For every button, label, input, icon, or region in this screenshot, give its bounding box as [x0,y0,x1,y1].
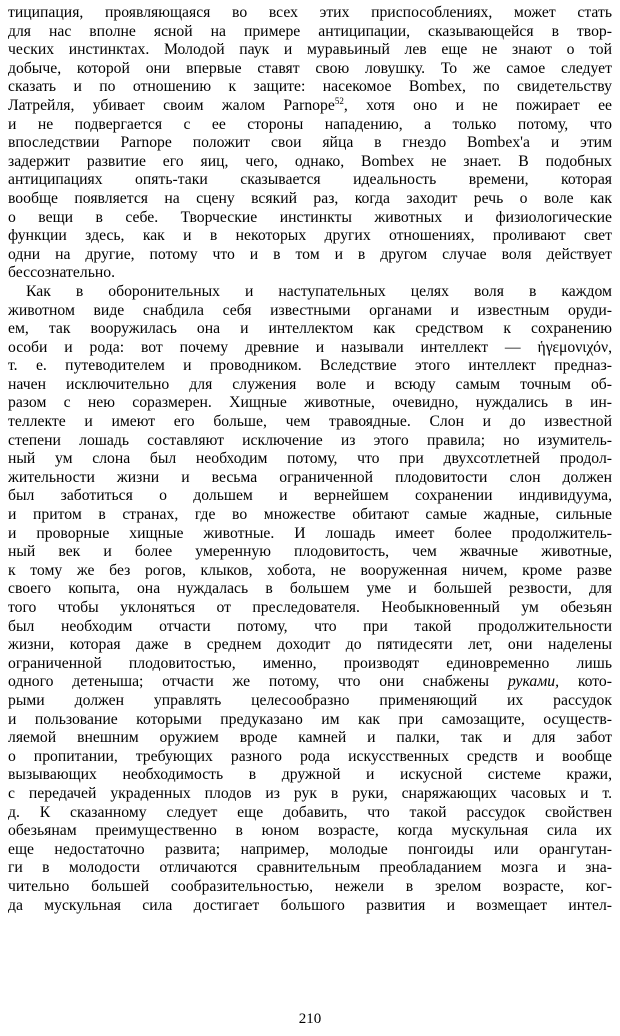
line-text: рыми должен управлять целесообразно применяющий их рассудок [8,691,612,709]
text-line [8,23,612,42]
text-line [8,264,612,283]
line-text: задержит развитие его яиц, чего, однако, Bombex не знает. В подобных [8,152,612,170]
text-line [8,599,612,618]
paragraph-1 [8,4,612,283]
line-text: степени лошадь составляют исключение из этого правила; но изумитель- [8,431,612,449]
line-text: разом с нею соразмерен. Хищные животные, очевидно, нуждались в ин- [8,394,612,412]
line-text: вызывающих необходимость в дружной и искусной системе кражи, [8,766,612,784]
text-line [8,859,612,878]
line-text: т. е. путеводителем и проводником. Вследствие этого интеллект предназ- [8,357,612,375]
text-line [8,692,612,711]
text-line [8,580,612,599]
text-line [8,339,612,358]
text-line [8,618,612,637]
line-text: о пропитании, требующих разного рода искусственных средств и вообще [8,747,612,765]
line-text: обезьянам преимущественно в юном возрасте, когда мускульная сила их [8,822,612,840]
text-line [8,487,612,506]
text-line [8,413,612,432]
line-text: жизни, которая даже в среднем доходит до пятидесяти лет, они наделены [8,636,612,654]
text-line [8,246,612,265]
text-line [8,469,612,488]
line-text: бессознательно. [8,264,116,282]
line-text: был необходим отчасти потому, что при такой продолжительности [8,617,612,635]
line-text: сказать и по отношению к защите: насекомое Bombex, по свидетельству [8,78,612,96]
text-line [8,822,612,841]
line-text: Латрейля, убивает своим жалом Parnope [8,96,335,114]
text-line [8,506,612,525]
line-text: одни на другие, потому что и в том и в другом случае воля действует [8,245,612,263]
line-text: впоследствии Parnope положит свои яйца в гнездо Bombex'а и этим [8,134,612,152]
line-text: и пользование которыми предуказано им как при самозащите, осуществ- [8,710,612,728]
line-text-tail: , хотя оно и не пожирает ее [343,96,612,114]
text-line [8,227,612,246]
text-line [8,153,612,172]
line-text: того чтобы уклоняться от преследователя. Необыкновенный ум обезьян [8,599,612,616]
line-text: о вещи в себе. Творческие инстинкты животных и физиологические [8,208,612,226]
text-line [8,41,612,60]
line-text: своего копыта, она нуждалась в большем уме и большей резвости, для [8,580,612,598]
text-line [8,804,612,823]
text-line [8,190,612,209]
line-text: ляемой внешним оружием вроде камней и палки, так и для забот [8,729,612,747]
line-text: чительно большей сообразительностью, нежели в зрелом возрасте, ког- [8,877,612,895]
line-text: антиципациях опять-таки сказывается идеальность времени, которая [8,171,612,189]
text-line [8,785,612,804]
text-line [8,302,612,321]
line-text: одного детеныша; отчасти же потому, что они снабжены [8,673,490,691]
line-text: животном виде снабдила себя известными органами и известным оруди- [8,301,612,319]
line-text: к тому же без рогов, клыков, хобота, не вооруженная ничем, кроме разве [8,561,612,579]
text-line [8,748,612,767]
text-line [8,878,612,897]
text-line [8,171,612,190]
text-line [8,209,612,228]
text-line [8,729,612,748]
line-text: теллекте и имеют его больше, чем травоядные. Слон и до известной [8,413,612,431]
text-line [8,525,612,544]
italic-word: руками, [507,673,560,691]
line-text: жительности жизни и весьма ограниченной плодовитости слон должен [8,468,612,486]
line-text-tail: кото- [559,673,612,691]
text-line [8,4,612,23]
line-text: д. К сказанному следует еще добавить, что такой рассудок свойствен [8,803,612,821]
text-line [8,320,612,339]
text-line [8,711,612,730]
line-text: да мускульная сила достигает большого развития и возмещает интел- [8,896,612,914]
line-text: и проворные хищные животные. И лошадь имеет более продолжитель- [8,524,612,542]
line-text: и не подвергается с ее стороны нападению, а только потому, что [8,115,612,133]
text-line [8,841,612,860]
line-text: был заботиться о дольшем и вернейшем сохранении индивидуума, [8,487,612,505]
text-line [8,766,612,785]
text-line [8,655,612,674]
line-text: начен исключительно для служения воле и всюду самым точным об- [8,375,612,393]
text-line [8,562,612,581]
line-text: с передачей украденных плодов из рук в руки, снаряжающих часовых и т. [8,784,612,802]
line-text: ческих инстинктах. Молодой паук и муравьиный лев еще не знают о той [8,41,612,59]
line-text: еще недостаточно развита; например, молодые понгоиды или орангутан- [8,840,612,858]
line-text: добыче, которой они впервые ставят свою ловушку. То же самое следует [8,59,612,77]
line-text: вообще появляется на сцену всякий раз, когда заходит речь о воле как [8,189,612,207]
line-text: для нас вполне ясной на примере антиципации, сказывающейся в твор- [8,22,612,40]
line-text: и притом в странах, где во множестве обитают самые жадные, сильные [8,506,612,524]
text-line [8,376,612,395]
line-text: ный век и более умеренную плодовитость, чем жвачные животные, [8,543,612,561]
text-line [8,78,612,97]
text-line [8,543,612,562]
page-number: 210 [298,1011,322,1027]
text-line [8,897,612,916]
line-text: ограниченной плодовитостью, именно, производят единовременно лишь [8,654,612,672]
text-line [8,116,612,135]
text-line [8,394,612,413]
text-line [8,357,612,376]
line-text: ный ум слона был необходим потому, что при двухсотлетней продол- [8,450,612,468]
line-text: особи и рода: вот почему древние и называли интеллект — ἡγεμονιχόν, [8,338,612,356]
line-text: тиципация, проявляющаяся во всех этих приспособлениях, может стать [8,4,612,21]
text-line [8,283,612,302]
line-text: ги в молодости отличаются сравнительным преобладанием мозга и зна- [8,859,612,877]
line-text: Как в оборонительных и наступательных целях воля в каждом [26,282,612,300]
text-line [8,432,612,451]
text-line [8,134,612,153]
text-line [8,673,612,692]
text-line [8,450,612,469]
text-line [8,636,612,655]
line-text: ем, так вооружилась она и интеллектом как средством к сохранению [8,320,612,338]
line-text: функции здесь, как и в некоторых других отношениях, проливают свет [8,227,612,245]
paragraph-2 [8,283,612,915]
text-line [8,60,612,79]
text-line [8,97,612,116]
footnote-ref: 52 [334,96,344,106]
